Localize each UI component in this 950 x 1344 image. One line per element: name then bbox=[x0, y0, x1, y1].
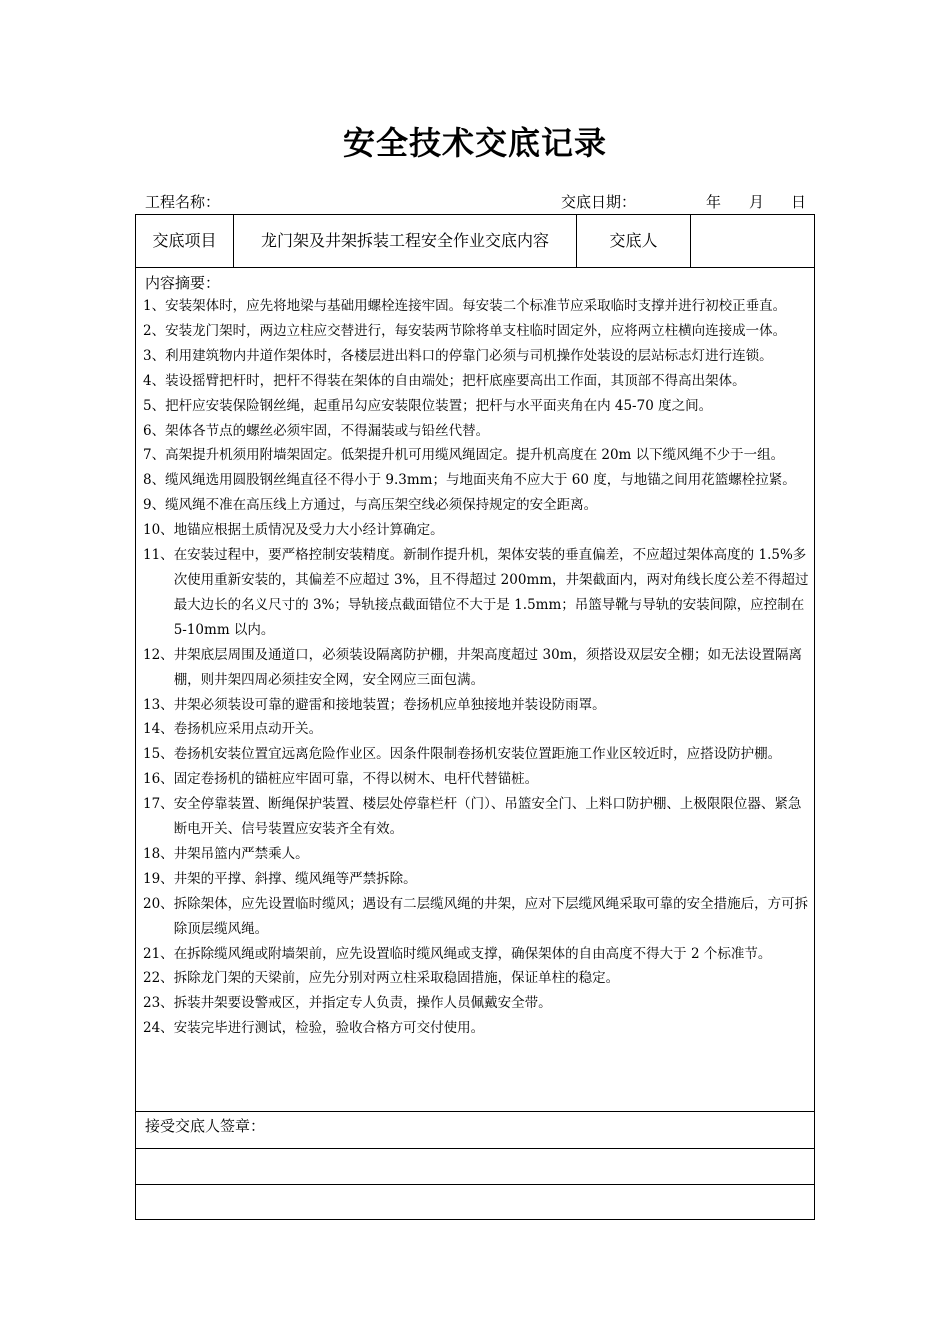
item-text: 地锚应根据土质情况及受力大小经计算确定。 bbox=[173, 522, 444, 539]
item-number: 21、 bbox=[143, 945, 174, 962]
item-number: 6、 bbox=[143, 422, 166, 439]
item-number: 7、 bbox=[143, 447, 166, 464]
item-number: 10、 bbox=[143, 522, 174, 539]
item-text: 安装完毕进行测试，检验，验收合格方可交付使用。 bbox=[173, 1020, 485, 1037]
signature-label: 接受交底人签章： bbox=[145, 1117, 266, 1135]
item-number: 9、 bbox=[143, 497, 166, 514]
date-label: 交底日期： bbox=[561, 193, 637, 211]
item-number: 22、 bbox=[143, 970, 174, 987]
item-number: 8、 bbox=[143, 472, 166, 489]
item-label: 交底项目 bbox=[152, 231, 217, 250]
list-item bbox=[143, 767, 811, 792]
item-text: 装设摇臂把杆时，把杆不得装在架体的自由端处；把杆底座要高出工作面，其顶部不得高出架体。 bbox=[165, 372, 746, 389]
item-number: 17、 bbox=[143, 796, 174, 813]
record-table bbox=[135, 214, 815, 1220]
summary-label: 内容摘要： bbox=[145, 274, 221, 292]
list-item bbox=[143, 717, 811, 742]
item-number: 1、 bbox=[143, 298, 166, 314]
item-text: 固定卷扬机的锚桩应牢固可靠，不得以树木、电杆代替锚桩。 bbox=[173, 771, 539, 788]
item-text: 井架吊篮内严禁乘人。 bbox=[173, 845, 309, 862]
item-text: 井架必须装设可靠的避雷和接地装置；卷扬机应单独接地并装设防雨罩。 bbox=[173, 696, 606, 713]
list-item bbox=[143, 468, 811, 493]
item-text: 缆风绳不准在高压线上方通过，与高压架空线必须保持规定的安全距离。 bbox=[165, 497, 598, 514]
item-number: 4、 bbox=[143, 372, 166, 389]
item-number: 15、 bbox=[143, 746, 174, 763]
project-name-label: 工程名称： bbox=[145, 193, 221, 211]
item-text: 拆除架体，应先设置临时缆风；遇设有二层缆风绳的井架，应对下层缆风绳采取可靠的安全措施后，方可拆除顶层缆风绳。 bbox=[173, 895, 809, 937]
item-number: 2、 bbox=[143, 322, 166, 339]
list-item bbox=[143, 693, 811, 718]
item-text: 在安装过程中，要严格控制安装精度。新制作提升机，架体安装的垂直偏差，不应超过架体高度的 1.5%多次使用重新安装的，其偏差不应超过 3%，且不得超过 200mm，井架截面内，两对角线长度公差不得超过最大边长的名义尺寸的 3%；导轨接点截面错位不大于是 1.5mm；吊篮导靴与导轨的安装间隙，应控制在 5-10mm 以内。 bbox=[173, 547, 809, 638]
item-number: 18、 bbox=[143, 845, 174, 862]
item-text: 拆除龙门架的天梁前，应先分别对两立柱采取稳固措施，保证单柱的稳定。 bbox=[173, 970, 620, 987]
meta-row bbox=[0, 191, 950, 213]
list-item bbox=[143, 344, 811, 369]
item-text: 拆装井架要设警戒区，并指定专人负责，操作人员佩戴安全带。 bbox=[173, 995, 552, 1012]
list-item bbox=[143, 867, 811, 892]
item-text: 井架的平撑、斜撑、缆风绳等严禁拆除。 bbox=[173, 870, 417, 887]
day-label: 日 bbox=[791, 193, 807, 211]
year-label: 年 bbox=[706, 193, 722, 211]
list-item bbox=[143, 792, 811, 842]
item-number: 14、 bbox=[143, 721, 174, 738]
document-title: 安全技术交底记录 bbox=[342, 124, 607, 162]
list-item bbox=[143, 369, 811, 394]
item-text: 卷扬机安装位置宜远离危险作业区。因条件限制卷扬机安装位置距施工作业区较近时，应搭设防护棚。 bbox=[173, 746, 782, 763]
item-number: 3、 bbox=[143, 347, 166, 364]
list-item bbox=[143, 842, 811, 867]
item-text: 架体各节点的螺丝必须牢固，不得漏装或与铅丝代替。 bbox=[165, 422, 490, 439]
divider bbox=[136, 1184, 814, 1185]
item-number: 12、 bbox=[143, 646, 174, 663]
list-item bbox=[143, 892, 811, 942]
summary-list bbox=[143, 294, 811, 1041]
item-number: 19、 bbox=[143, 870, 174, 887]
item-value: 龙门架及井架拆装工程安全作业交底内容 bbox=[260, 231, 549, 250]
list-item bbox=[143, 1016, 811, 1041]
list-item bbox=[143, 394, 811, 419]
item-text: 卷扬机应采用点动开关。 bbox=[173, 721, 323, 738]
item-text: 把杆应安装保险钢丝绳，起重吊勾应安装限位装置；把杆与水平面夹角在内 45-70 度之间。 bbox=[165, 397, 713, 414]
item-text: 在拆除缆风绳或附墙架前，应先设置临时缆风绳或支撑，确保架体的自由高度不得大于 2 个标准节。 bbox=[173, 945, 772, 962]
item-text: 缆风绳选用圆股钢丝绳直径不得小于 9.3mm；与地面夹角不应大于 60 度，与地锚之间用花篮螺栓拉紧。 bbox=[165, 472, 796, 489]
list-item bbox=[143, 742, 811, 767]
header-row bbox=[136, 215, 814, 268]
item-text: 安装架体时，应先将地梁与基础用螺栓连接牢固。每安装二个标准节应采取临时支撑并进行初校正垂直。 bbox=[165, 298, 787, 314]
item-number: 20、 bbox=[143, 895, 174, 912]
list-item bbox=[143, 966, 811, 991]
person-value bbox=[691, 215, 814, 267]
item-number: 23、 bbox=[143, 995, 174, 1012]
month-label: 月 bbox=[749, 193, 765, 211]
divider bbox=[136, 1148, 814, 1149]
item-text: 井架底层周围及通道口，必须装设隔离防护棚，井架高度超过 30m，须搭设双层安全棚；如无法设置隔离棚，则井架四周必须挂安全网，安全网应三面包满。 bbox=[173, 646, 802, 688]
list-item bbox=[143, 493, 811, 518]
list-item bbox=[143, 518, 811, 543]
item-number: 13、 bbox=[143, 696, 174, 713]
list-item bbox=[143, 643, 811, 693]
item-number: 16、 bbox=[143, 771, 174, 788]
person-label: 交底人 bbox=[609, 231, 658, 250]
list-item bbox=[143, 443, 811, 468]
item-text: 安全停靠装置、断绳保护装置、楼层处停靠栏杆（门）、吊篮安全门、上料口防护棚、上极限限位器、紧急断电开关、信号装置应安装齐全有效。 bbox=[173, 796, 802, 838]
list-item bbox=[143, 991, 811, 1016]
list-item bbox=[143, 942, 811, 967]
item-text: 安装龙门架时，两边立柱应交替进行，每安装两节除将单支柱临时固定外，应将两立柱横向连接成一体。 bbox=[165, 322, 787, 339]
item-number: 11、 bbox=[143, 547, 174, 564]
item-text: 利用建筑物内井道作架体时，各楼层进出料口的停靠门必须与司机操作处装设的层站标志灯进行连锁。 bbox=[165, 347, 773, 364]
item-number: 24、 bbox=[143, 1020, 174, 1037]
item-text: 高架提升机须用附墙架固定。低架提升机可用缆风绳固定。提升机高度在 20m 以下缆风绳不少于一组。 bbox=[165, 447, 785, 464]
list-item bbox=[143, 319, 811, 344]
item-number: 5、 bbox=[143, 397, 166, 414]
list-item bbox=[143, 419, 811, 444]
list-item bbox=[143, 294, 811, 319]
divider bbox=[136, 1111, 814, 1112]
list-item bbox=[143, 543, 811, 643]
